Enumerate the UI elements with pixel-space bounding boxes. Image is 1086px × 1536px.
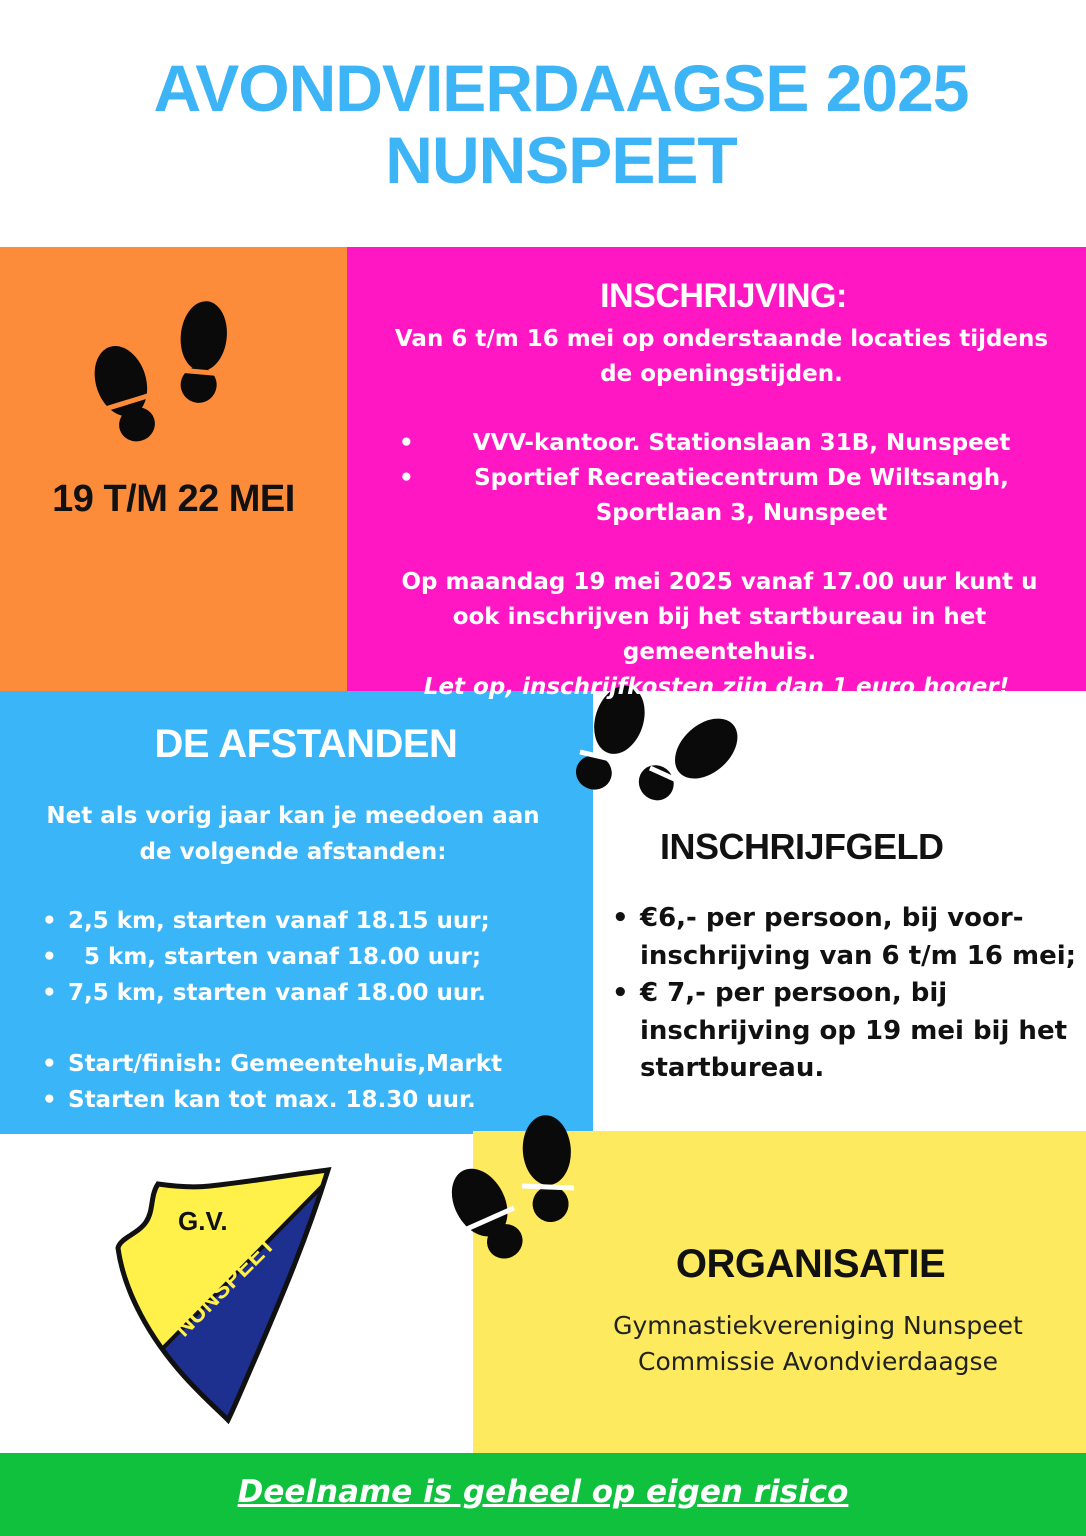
distance-list: [0, 903, 593, 1011]
fee-list: [612, 900, 1082, 1088]
list-item: [0, 939, 593, 975]
distance-text: 2,5 km, starten vanaf 18.15 uur;: [68, 908, 490, 934]
bullet: •: [42, 980, 57, 1006]
list-item: [0, 903, 593, 939]
location-text: Sportief Recreatiecentrum De Wiltsangh, Sportlaan 3, Nunspeet: [474, 465, 1009, 526]
start-info-text: Starten kan tot max. 18.30 uur.: [68, 1087, 476, 1113]
club-logo: [110, 1162, 340, 1432]
registration-heading: INSCHRIJVING:: [600, 277, 847, 315]
title-line-2: NUNSPEET: [385, 123, 737, 197]
fee-text: €6,- per persoon, bij voor-inschrijving van 6 t/m 16 mei;: [640, 903, 1077, 971]
list-item: [612, 975, 1082, 1088]
bullet: •: [42, 908, 57, 934]
bullet: •: [42, 944, 57, 970]
location-text: VVV-kantoor. Stationslaan 31B, Nunspeet: [472, 430, 1011, 456]
bullet: •: [612, 978, 629, 1008]
logo-text-band: NUNSPEET: [169, 1230, 281, 1343]
start-info-list: [0, 1046, 593, 1118]
page-title: [0, 52, 1086, 196]
event-dates: 19 T/M 22 MEI: [52, 478, 295, 520]
bullet: •: [42, 1087, 57, 1113]
bullet: •: [42, 1051, 57, 1077]
onsite-registration-note: Op maandag 19 mei 2025 vanaf 17.00 uur kunt u ook inschrijven bij het startbureau in het gemeentehuis.: [401, 569, 1038, 665]
title-line-1: AVONDVIERDAAGSE 2025: [153, 51, 969, 125]
list-item: [0, 1082, 593, 1118]
list-item: [0, 975, 593, 1011]
fee-heading: INSCHRIJFGELD: [660, 826, 944, 867]
organisation-details: [473, 1308, 1086, 1380]
organisation-name: Gymnastiekvereniging Nunspeet: [613, 1311, 1023, 1340]
logo-text-top: G.V.: [178, 1206, 228, 1236]
organisation-heading: ORGANISATIE: [675, 1242, 946, 1286]
footer-disclaimer: Deelname is geheel op eigen risico: [237, 1474, 849, 1510]
bullet: •: [612, 903, 629, 933]
list-item: [347, 461, 1086, 531]
distances-heading: DE AFSTANDEN: [154, 722, 458, 766]
distance-text: 5 km, starten vanaf 18.00 uur;: [68, 944, 482, 970]
footprints-icon: [92, 298, 237, 450]
registration-intro: Van 6 t/m 16 mei op onderstaande locaties tijdens de openingstijden.: [394, 326, 1049, 387]
distances-intro: Net als vorig jaar kan je meedoen aan de volgende afstanden:: [46, 803, 540, 865]
bullet: •: [399, 465, 414, 491]
fee-text: € 7,- per persoon, bij inschrijving op 19 mei bij het startbureau.: [640, 978, 1068, 1083]
bullet: •: [399, 430, 414, 456]
location-list: [347, 426, 1086, 531]
list-item: [612, 900, 1082, 975]
organisation-committee: Commissie Avondvierdaagse: [638, 1347, 998, 1376]
start-info-text: Start/finish: Gemeentehuis,Markt: [68, 1051, 503, 1077]
list-item: [347, 426, 1086, 461]
registration-content: [347, 276, 1086, 705]
list-item: [0, 1046, 593, 1082]
cost-warning: Let op, inschrijfkosten zijn dan 1 euro hoger!: [423, 674, 1010, 700]
distance-text: 7,5 km, starten vanaf 18.00 uur.: [68, 980, 487, 1006]
